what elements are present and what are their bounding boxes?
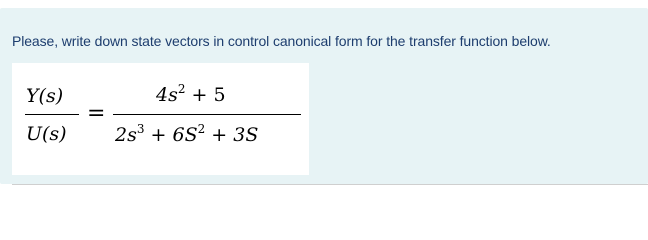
rhs-denominator-term-2: + 6S xyxy=(144,124,198,146)
rhs-numerator-term-1: 4s xyxy=(156,84,178,106)
equals-sign: = xyxy=(87,101,106,126)
question-text: Please, write down state vectors in control canonical form for the transfer function below. xyxy=(12,33,551,49)
lhs-denominator: U(s) xyxy=(26,123,67,145)
rhs-denominator-term-1: 2s xyxy=(115,124,137,146)
divider-line xyxy=(12,184,648,185)
question-panel xyxy=(0,8,648,184)
rhs-numerator xyxy=(156,82,226,106)
rhs-denominator-exponent-1: 3 xyxy=(136,122,145,136)
rhs-denominator-term-3: + 3S xyxy=(205,124,259,146)
rhs-fraction-bar xyxy=(113,114,301,115)
transfer-function-equation xyxy=(12,63,309,175)
lhs-numerator: Y(s) xyxy=(26,85,64,107)
rhs-numerator-term-2: + 5 xyxy=(185,84,226,106)
lhs-fraction-bar xyxy=(25,114,79,115)
rhs-numerator-exponent-1: 2 xyxy=(177,82,186,96)
rhs-denominator-exponent-2: 2 xyxy=(197,122,206,136)
rhs-denominator xyxy=(115,122,258,146)
